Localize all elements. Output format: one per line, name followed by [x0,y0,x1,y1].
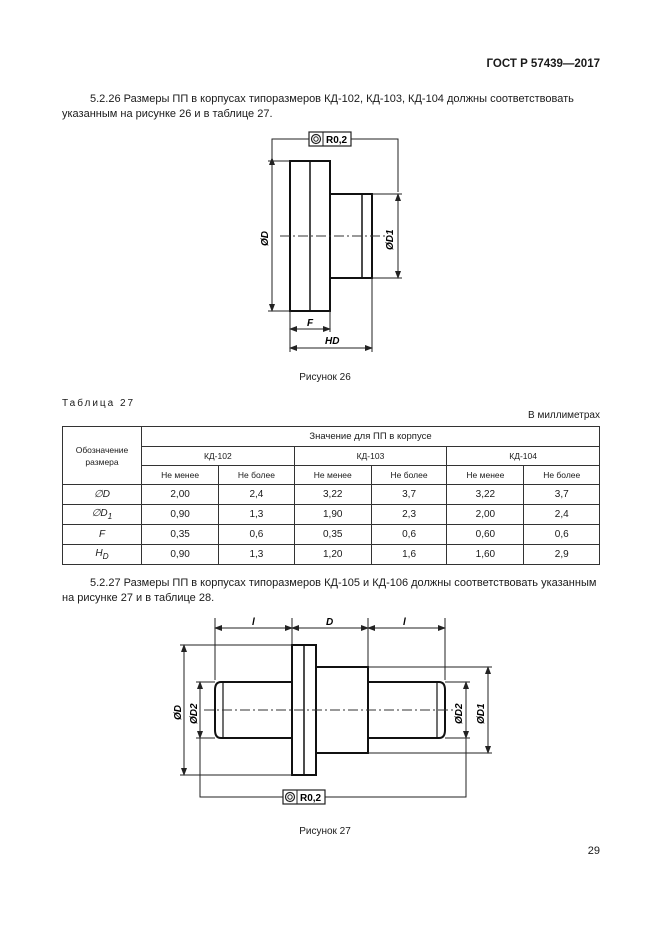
row-symbol: ∅D [94,489,110,500]
table-cell: 1,90 [294,505,371,525]
dimensions-table [62,426,600,565]
dimension-D1-label: ØD1 [385,229,396,250]
row-symbol-subscript: 1 [107,511,113,521]
standard-number: ГОСТ Р 57439—2017 [486,58,600,70]
dimension-l-left-label: l [252,617,255,628]
dimension-D-label: ØD [260,231,271,246]
table-column-header: Обозначение размера [63,427,142,485]
table-cell: 1,6 [371,545,446,565]
table-cell: 0,6 [524,525,600,545]
tolerance-value: R0,2 [326,135,348,146]
figure-27-caption: Рисунок 27 [299,826,351,837]
sub-header-max: Не более [371,466,446,485]
table-cell: 1,3 [219,545,294,565]
row-symbol: ∅D [91,508,108,519]
table-row [63,505,600,525]
dimension-D2-left-label: ØD2 [189,703,200,724]
figure-26-caption: Рисунок 26 [299,372,351,383]
table-cell: 0,35 [142,525,219,545]
dimension-D-label: ØD [173,705,184,720]
table-cell: 2,9 [524,545,600,565]
dimension-l-right-label: l [403,617,406,628]
table-cell: 3,7 [371,485,446,505]
table-row [63,525,600,545]
table-cell: 0,6 [371,525,446,545]
table-cell: 0,60 [447,525,524,545]
table-group-header: Значение для ПП в корпусе [142,427,600,447]
table-cell: 0,90 [142,505,219,525]
case-header: КД-104 [447,447,600,466]
row-symbol: H [95,548,103,559]
tolerance-frame [283,790,325,804]
table-cell: 0,6 [219,525,294,545]
paragraph-5-2-27 [62,576,600,606]
table-cell: 2,4 [219,485,294,505]
dimension-D1-label: ØD1 [476,703,487,724]
table-cell: 1,3 [219,505,294,525]
page-number: 29 [587,845,600,857]
figure-27-drawing [160,612,500,812]
table-cell: 2,00 [447,505,524,525]
table-cell: 3,22 [294,485,371,505]
table-row [63,485,600,505]
sub-header-min: Не менее [142,466,219,485]
paragraph-line: 5.2.26 Размеры ПП в корпусах типоразмеров КД-102, КД-103, КД-104 должны соответствовать [90,93,574,105]
sub-header-min: Не менее [294,466,371,485]
table-cell: 3,7 [524,485,600,505]
table-row [63,545,600,565]
table-cell: 2,3 [371,505,446,525]
dimension-D2-right-label: ØD2 [454,703,465,724]
row-symbol-subscript: D [102,551,109,561]
dimension-D-top-label: D [326,617,334,628]
paragraph-5-2-26 [62,92,600,122]
sub-header-max: Не более [219,466,294,485]
sub-header-min: Не менее [447,466,524,485]
table-cell: 0,90 [142,545,219,565]
dimension-F-label: F [307,318,314,329]
case-header: КД-102 [142,447,295,466]
row-symbol: F [98,529,106,540]
table-cell: 1,60 [447,545,524,565]
table-cell: 2,4 [524,505,600,525]
table-title: Таблица 27 [62,398,136,409]
figure-26-drawing [250,128,420,358]
case-header: КД-103 [294,447,447,466]
table-cell: 3,22 [447,485,524,505]
tolerance-value: R0,2 [300,793,322,804]
tolerance-frame [309,132,351,146]
sub-header-max: Не более [524,466,600,485]
dimension-HD-label: HD [325,336,340,347]
table-cell: 2,00 [142,485,219,505]
table-units: В миллиметрах [528,410,600,421]
table-cell: 1,20 [294,545,371,565]
paragraph-line: указанным на рисунке 26 и в таблице 27. [62,108,273,120]
table-cell: 0,35 [294,525,371,545]
paragraph-line: 5.2.27 Размеры ПП в корпусах типоразмеров КД-105 и КД-106 должны соответствовать указанным [90,577,597,589]
paragraph-line: на рисунке 27 и в таблице 28. [62,592,215,604]
